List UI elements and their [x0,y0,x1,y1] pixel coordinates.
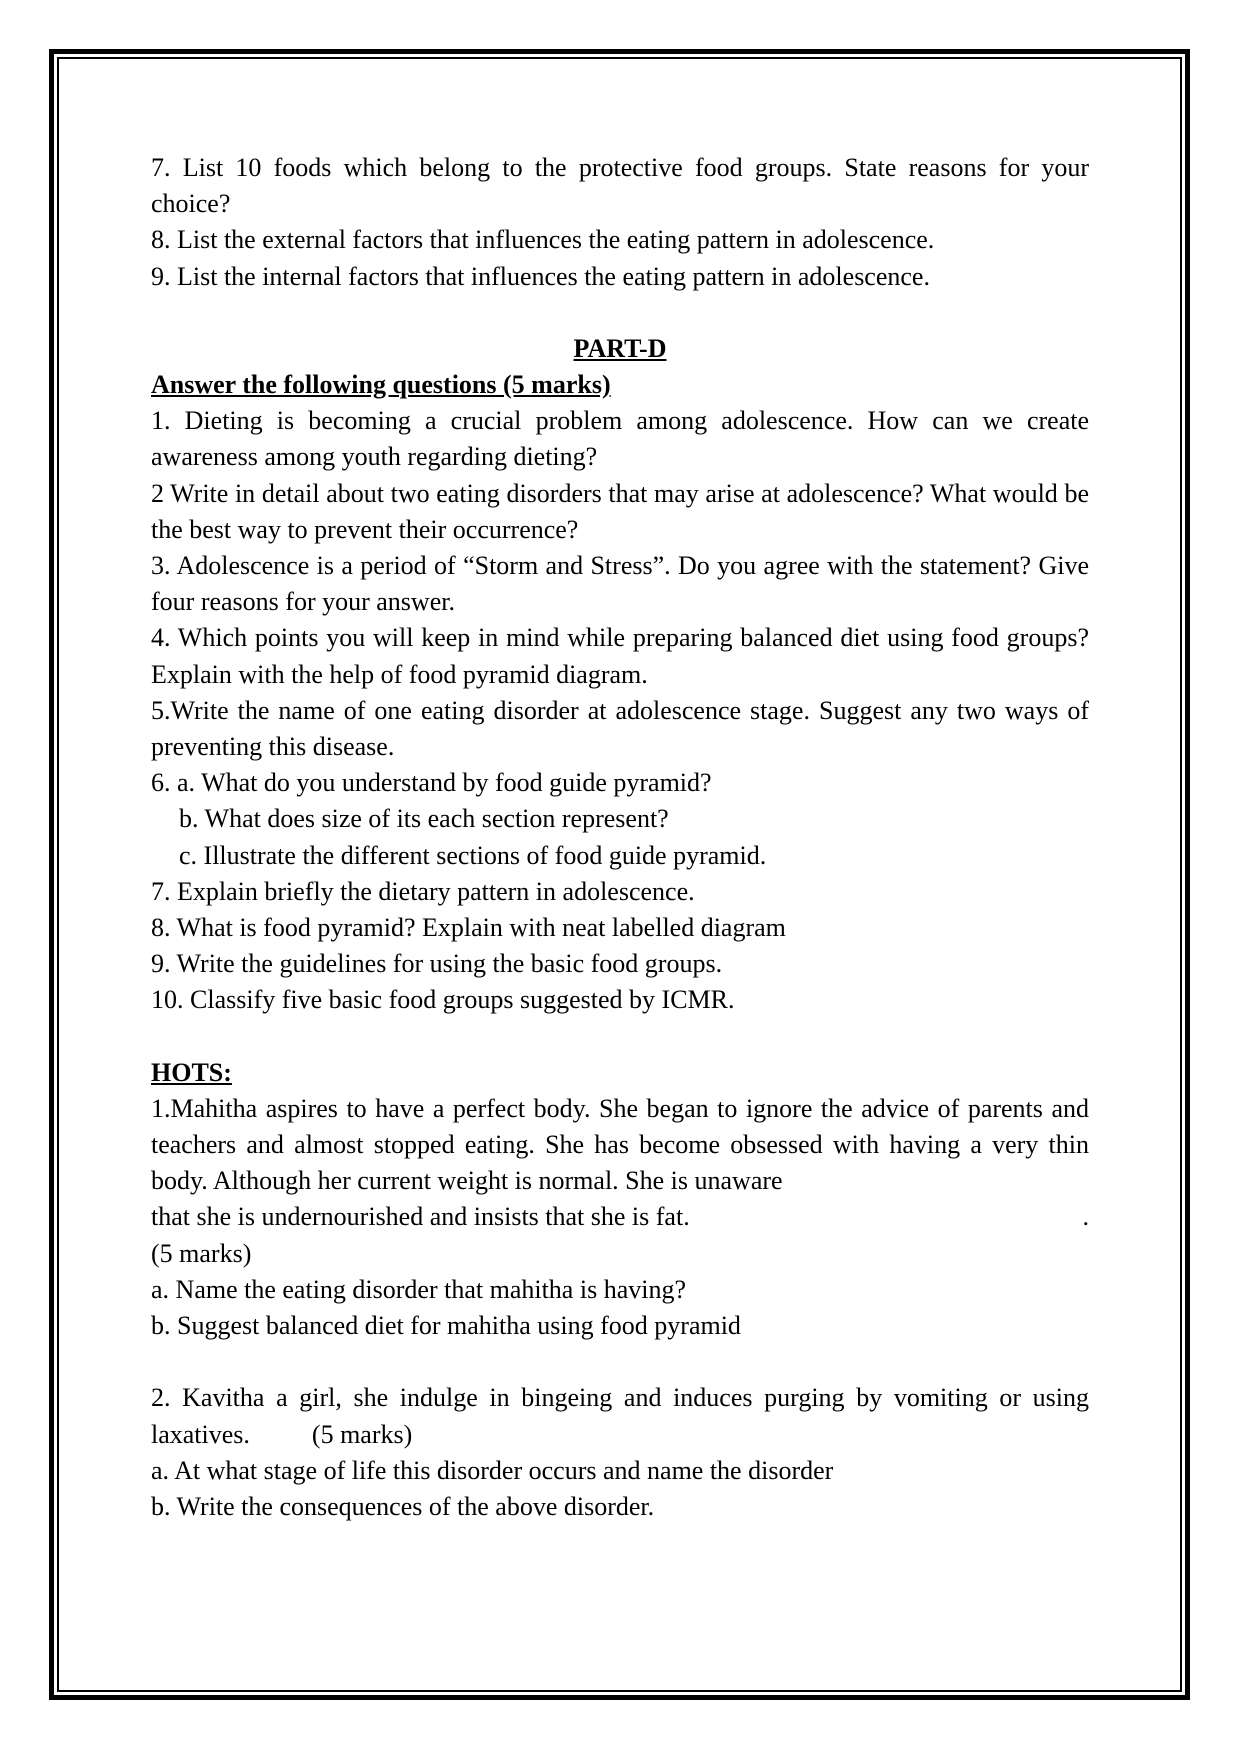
question-d6c: c. Illustrate the different sections of food guide pyramid. [179,840,767,870]
hots-q1-text: 1.Mahitha aspires to have a perfect body. She began to ignore the advice of parents and teachers and almost stopped eating. She has become obsessed with having a very thin body. Although her current weight is normal. She is unaware [151,1093,1089,1196]
hots-q1-b: b. Suggest balanced diet for mahitha using food pyramid [151,1311,741,1341]
question-c7: 7. List 10 foods which belong to the protective food groups. State reasons for your choice? [151,153,1089,219]
question-d2: 2 Write in detail about two eating disorders that may arise at adolescence? What would be the best way to prevent their occurrence? [151,478,1089,544]
part-d-heading: PART-D [573,333,667,363]
question-d4: 4. Which points you will keep in mind while preparing balanced diet using food groups? Explain with the help of food pyramid diagram. [151,623,1089,689]
question-d8: 8. What is food pyramid? Explain with neat labelled diagram [151,913,786,943]
spacer [151,295,1089,331]
hots-q1-last-line-text: that she is undernourished and insists that she is fat. [151,1202,690,1232]
hots-q1-a: a. Name the eating disorder that mahitha is having? [151,1274,686,1304]
question-d1: 1. Dieting is becoming a crucial problem among adolescence. How can we create awareness among youth regarding dieting? [151,406,1089,472]
hots-q1-marks: (5 marks) [151,1238,252,1268]
spacer [151,1019,1089,1055]
hots-q2-b: b. Write the consequences of the above disorder. [151,1491,655,1521]
question-d10: 10. Classify five basic food groups suggested by ICMR. [151,985,735,1015]
hots-q2-text: 2. Kavitha a girl, she indulge in bingeing and induces purging by vomiting or using laxatives. [151,1383,1089,1449]
question-d5: 5.Write the name of one eating disorder at adolescence stage. Suggest any two ways of preventing this disease. [151,695,1089,762]
hots-q1-trailing-dot: . [1082,1202,1089,1232]
document-body [151,150,1089,1525]
part-d-instruction: Answer the following questions (5 marks) [151,370,611,400]
hots-q2 [151,1380,1089,1452]
question-d9: 9. Write the guidelines for using the basic food groups. [151,949,723,979]
question-d7: 7. Explain briefly the dietary pattern in adolescence. [151,876,695,906]
spacer [151,1344,1089,1380]
question-c9: 9. List the internal factors that influences the eating pattern in adolescence. [151,261,930,291]
hots-heading: HOTS: [151,1057,232,1087]
question-c8: 8. List the external factors that influences the eating pattern in adolescence. [151,225,935,255]
hots-q2-a: a. At what stage of life this disorder occurs and name the disorder [151,1455,834,1485]
question-d6a: 6. a. What do you understand by food guide pyramid? [151,768,712,798]
hots-q1-last-line [151,1199,1089,1235]
question-d3: 3. Adolescence is a period of “Storm and Stress”. Do you agree with the statement? Give four reasons for your answer. [151,551,1089,617]
hots-q2-marks: (5 marks) [311,1419,413,1449]
question-d6b: b. What does size of its each section represent? [179,804,669,834]
